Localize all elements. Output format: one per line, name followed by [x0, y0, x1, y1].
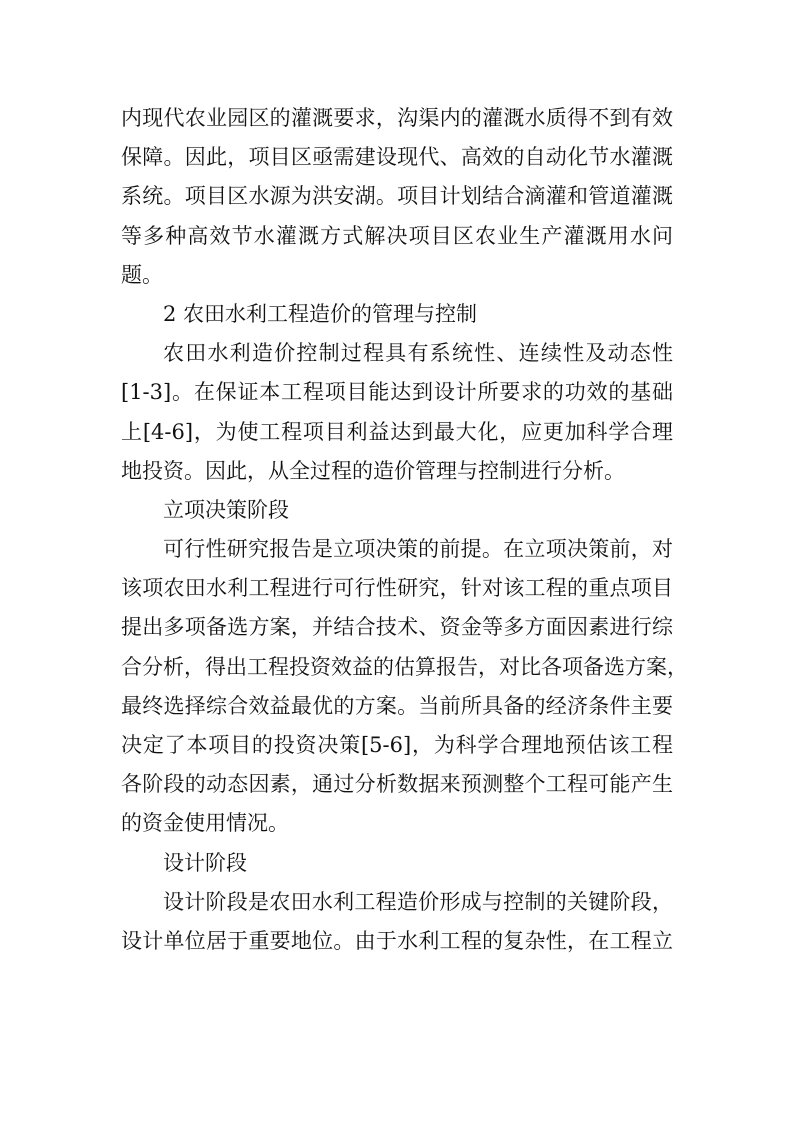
text-line: 各阶段的动态因素，通过分析数据来预测整个工程可能产生 [121, 772, 673, 797]
text-line: 系统。项目区水源为洪安湖。项目计划结合滴灌和管道灌溉 [121, 184, 673, 209]
text-line: 农田水利造价控制过程具有系统性、连续性及动态性 [163, 341, 673, 366]
subsection-heading: 设计阶段 [163, 850, 247, 875]
text-line: 等多种高效节水灌溉方式解决项目区农业生产灌溉用水问 [121, 223, 673, 248]
text-line: 地投资。因此，从全过程的造价管理与控制进行分析。 [121, 458, 625, 483]
text-line: 上[4-6]，为使工程项目利益达到最大化，应更加科学合理 [121, 419, 673, 444]
text-line: 内现代农业园区的灌溉要求，沟渠内的灌溉水质得不到有效 [121, 106, 673, 130]
text-line: 该项农田水利工程进行可行性研究，针对该工程的重点项目 [121, 576, 673, 601]
text-line: 保障。因此，项目区亟需建设现代、高效的自动化节水灌溉 [121, 145, 673, 170]
document-body [121, 99, 688, 961]
text-line: 题。 [121, 262, 163, 287]
text-line: 设计阶段是农田水利工程造价形成与控制的关键阶段， [163, 889, 673, 914]
text-line: 可行性研究报告是立项决策的前提。在立项决策前，对 [163, 537, 673, 562]
text-line: 合分析，得出工程投资效益的估算报告，对比各项备选方案， [121, 654, 688, 679]
text-line: 决定了本项目的投资决策[5-6]，为科学合理地预估该工程 [121, 733, 673, 757]
subsection-heading: 立项决策阶段 [163, 497, 289, 522]
text-line: 提出多项备选方案，并结合技术、资金等多方面因素进行综 [121, 615, 673, 640]
section-heading: 2 农田水利工程造价的管理与控制 [163, 301, 478, 326]
text-line: 的资金使用情况。 [121, 811, 289, 836]
text-line: 最终选择综合效益最优的方案。当前所具备的经济条件主要 [121, 693, 673, 718]
text-line: 设计单位居于重要地位。由于水利工程的复杂性，在工程立 [121, 928, 673, 953]
text-line: [1-3]。在保证本工程项目能达到设计所要求的功效的基础 [121, 380, 673, 405]
